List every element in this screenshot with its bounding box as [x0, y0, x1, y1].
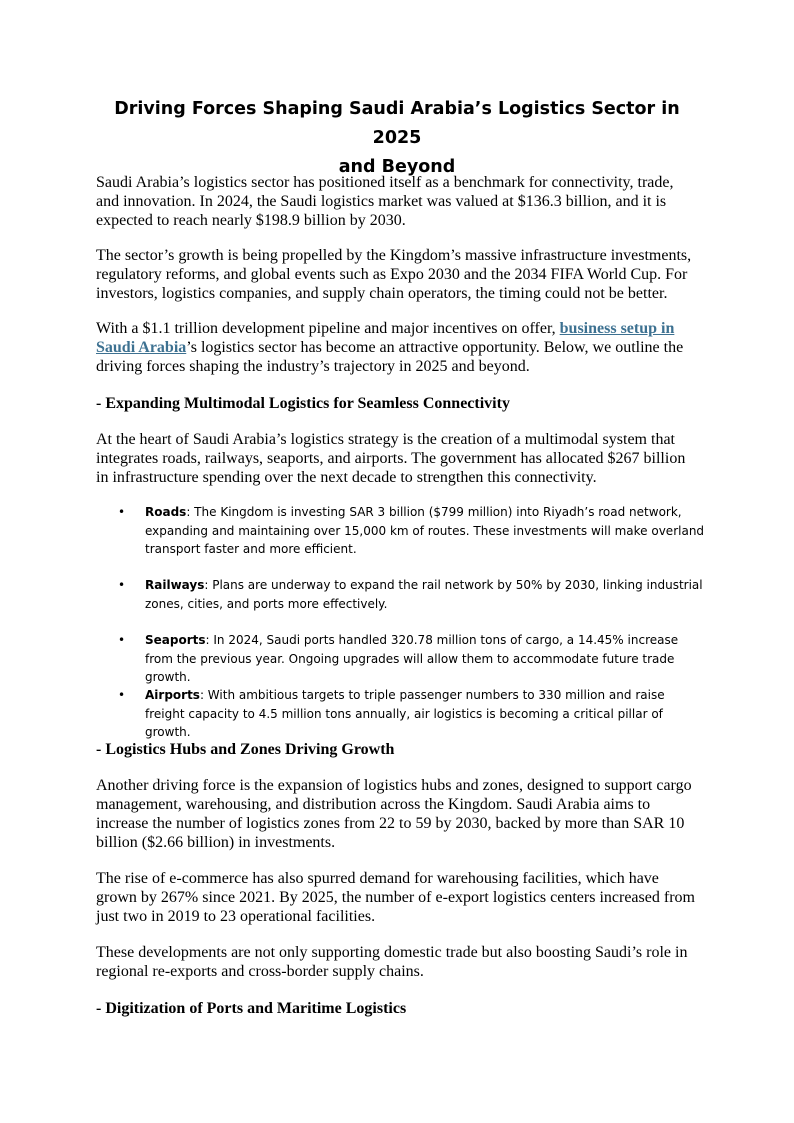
section-heading-hubs: - Logistics Hubs and Zones Driving Growth	[96, 741, 395, 758]
bullet-dot-icon: •	[118, 578, 126, 592]
business-setup-link[interactable]: business setup in Saudi Arabia	[96, 320, 675, 356]
bullet-label: Roads	[145, 505, 187, 519]
bullet-label: Seaports	[145, 633, 206, 647]
bullet-text: : With ambitious targets to triple passenger numbers to 330 million and raise freight capacity to 4.5 million tons annually, air logistics is becoming a critical pillar of growth.	[145, 688, 665, 739]
trade-paragraph: These developments are not only supporting domestic trade but also boosting Saudi’s role in regional re-exports and cross-border supply chains.	[96, 944, 688, 980]
title-line-1: Driving Forces Shaping Saudi Arabia’s Logistics Sector in 2025	[114, 99, 680, 148]
opportunity-text-start: With a $1.1 trillion development pipeline and major incentives on offer,	[96, 320, 560, 337]
document-title	[96, 95, 698, 182]
growth-paragraph: The sector’s growth is being propelled by the Kingdom’s massive infrastructure investments, regulatory reforms, and global events such as Expo 2030 and the 2034 FIFA World Cup. For investors, logistics companies, and supply chain operators, the timing could not be better.	[96, 247, 692, 302]
section-heading-multimodal: - Expanding Multimodal Logistics for Seamless Connectivity	[96, 395, 510, 412]
bullet-text: : In 2024, Saudi ports handled 320.78 million tons of cargo, a 14.45% increase from the previous year. Ongoing upgrades will allow them to accommodate future trade growth.	[145, 633, 679, 684]
bullet-label: Railways	[145, 578, 205, 592]
bullet-dot-icon: •	[118, 505, 126, 519]
bullet-label: Airports	[145, 688, 200, 702]
opportunity-text-end: ’s logistics sector has become an attractive opportunity. Below, we outline the driving forces shaping the industry’s trajectory in 2025 and beyond.	[96, 339, 684, 375]
intro-paragraph: Saudi Arabia’s logistics sector has positioned itself as a benchmark for connectivity, trade, and innovation. In 2024, the Saudi logistics market was valued at $136.3 billion, and it is expected to reach nearly $198.9 billion by 2030.	[96, 174, 674, 229]
section-heading-digitization: - Digitization of Ports and Maritime Logistics	[96, 1000, 407, 1017]
bullet-text: : The Kingdom is investing SAR 3 billion ($799 million) into Riyadh’s road network, expanding and maintaining over 15,000 km of routes. These investments will make overland transport faster and more efficient.	[145, 505, 705, 556]
multimodal-paragraph: At the heart of Saudi Arabia’s logistics strategy is the creation of a multimodal system that integrates roads, railways, seaports, and airports. The government has allocated $267 billion in infrastructure spending over the next decade to strengthen this connectivity.	[96, 431, 686, 486]
title-line-2: and Beyond	[338, 157, 456, 177]
bullet-text: : Plans are underway to expand the rail network by 50% by 2030, linking industrial zones, cities, and ports more effectively.	[145, 578, 703, 611]
hubs-paragraph: Another driving force is the expansion of logistics hubs and zones, designed to support cargo management, warehousing, and distribution across the Kingdom. Saudi Arabia aims to increase the number of logistics zones from 22 to 59 by 2030, backed by more than SAR 10 billion ($2.66 billion) in investments.	[96, 777, 692, 851]
ecommerce-paragraph: The rise of e-commerce has also spurred demand for warehousing facilities, which have grown by 267% since 2021. By 2025, the number of e-export logistics centers increased from just two in 2019 to 23 operational facilities.	[96, 870, 695, 925]
bullet-dot-icon: •	[118, 633, 126, 647]
opportunity-paragraph	[96, 319, 700, 376]
bullet-dot-icon: •	[118, 688, 126, 702]
